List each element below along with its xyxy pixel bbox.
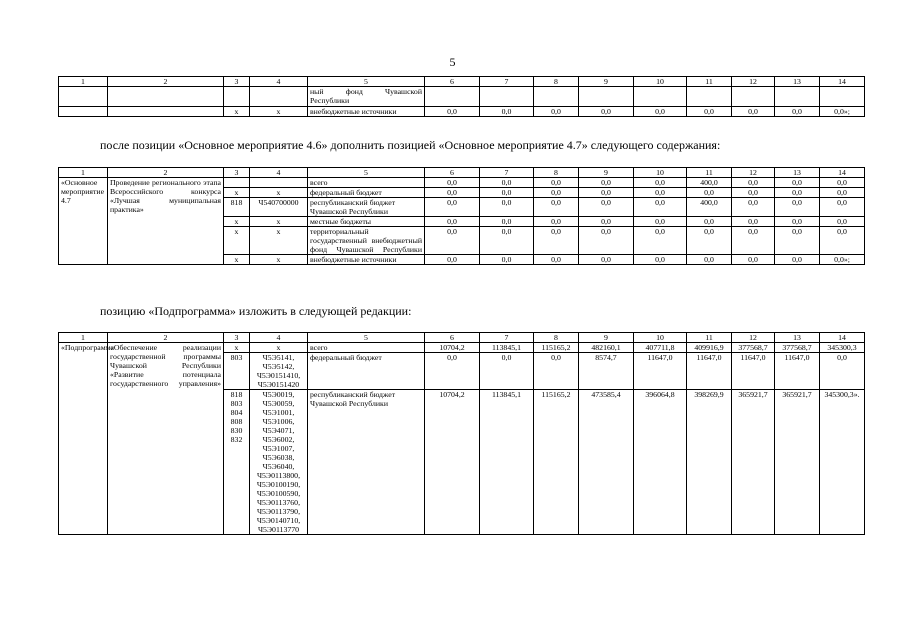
value-cell: 0,0 — [732, 255, 775, 265]
value-cell: 365921,7 — [732, 390, 775, 535]
value-cell: 0,0 — [579, 198, 634, 217]
subprogram-name-cell: «Подпрограмма — [59, 343, 108, 535]
value-cell: 11647,0 — [634, 353, 687, 390]
source-cell: ный фонд Чувашской Республики — [308, 87, 425, 107]
source-cell: местные бюджеты — [308, 217, 425, 227]
value-cell: 0,0 — [579, 227, 634, 255]
value-cell: 0,0 — [579, 255, 634, 265]
header-cell: 5 — [308, 168, 425, 178]
value-cell: 0,0 — [634, 227, 687, 255]
value-cell: 0,0 — [534, 227, 579, 255]
table-subprogram — [58, 332, 865, 535]
value-cell: 0,0 — [732, 178, 775, 188]
header-cell: 1 — [59, 333, 108, 343]
table-row: «Подпрограмма «Обеспечение реализации государственной программы Чувашской Республики «Развитие потенциала государственного управления» x x всего 10704,2 113845,1 115165,2 482160,1 407711,8 409916,9 377568,7 377568,7 345300,3 — [59, 343, 865, 353]
header-cell: 9 — [579, 333, 634, 343]
value-cell: 0,0 — [579, 178, 634, 188]
value-cell: 345300,3». — [820, 390, 865, 535]
value-cell: 473585,4 — [579, 390, 634, 535]
header-cell: 9 — [579, 168, 634, 178]
value-cell: 398269,9 — [687, 390, 732, 535]
header-cell: 8 — [534, 333, 579, 343]
value-cell: 0,0 — [425, 178, 480, 188]
header-cell: 1 — [59, 168, 108, 178]
value-cell: 0,0 — [634, 188, 687, 198]
source-cell: территориальный государственный внебюджетный фонд Чувашской Республики — [308, 227, 425, 255]
value-cell: 0,0 — [820, 217, 865, 227]
value-cell: 345300,3 — [820, 343, 865, 353]
value-cell: 11647,0 — [687, 353, 732, 390]
source-cell: внебюджетные источники — [308, 255, 425, 265]
header-cell: 11 — [687, 333, 732, 343]
value-cell: 0,0 — [687, 188, 732, 198]
value-cell: 0,0 — [820, 178, 865, 188]
value-cell: 0,0 — [579, 217, 634, 227]
header-row — [59, 77, 865, 87]
source-cell: федеральный бюджет — [308, 353, 425, 390]
value-cell: 0,0 — [534, 178, 579, 188]
header-cell: 3 — [224, 333, 250, 343]
header-cell: 13 — [775, 77, 820, 87]
header-cell: 7 — [480, 333, 534, 343]
header-cell: 7 — [480, 77, 534, 87]
table-row: 818 803 804 808 830 832 Ч5Э0019, Ч5Э0059, Ч5Э1001, Ч5Э1006, Ч5Э4071, Ч5Э6002, Ч5Э1007, Ч5Э6038, Ч5Э6040, Ч5Э0113800, Ч5Э0100190, Ч5Э0100590, Ч5Э0113760, Ч5Э0113790, Ч5Э0140710, Ч5Э0113770 республиканский бюджет Чувашской Республики 10704,2 113845,1 115165,2 473585,4 396064,8 398269,9 365921,7 365921,7 345300,3». — [59, 390, 865, 535]
header-cell: 10 — [634, 333, 687, 343]
value-cell: 0,0 — [775, 255, 820, 265]
header-row — [59, 333, 865, 343]
value-cell: 10704,2 — [425, 343, 480, 353]
header-cell: 5 — [308, 77, 425, 87]
table-row: x x территориальный государственный внебюджетный фонд Чувашской Республики 0,0 0,0 0,0 0,0 0,0 0,0 0,0 0,0 0,0 — [59, 227, 865, 255]
header-cell: 8 — [534, 168, 579, 178]
table-row — [59, 178, 865, 188]
value-cell: 0,0 — [480, 353, 534, 390]
value-cell: 0,0 — [687, 217, 732, 227]
value-cell: 0,0 — [425, 217, 480, 227]
header-cell: 13 — [775, 333, 820, 343]
header-cell: 12 — [732, 168, 775, 178]
value-cell: 113845,1 — [480, 390, 534, 535]
table-continuation — [58, 76, 865, 117]
instruction-text-2: позицию «Подпрограмма» изложить в следующей редакции: — [100, 304, 412, 318]
value-cell: 0,0 — [534, 255, 579, 265]
value-cell: 0,0 — [732, 227, 775, 255]
value-cell: 0,0 — [732, 198, 775, 217]
value-cell: 0,0»; — [820, 255, 865, 265]
value-cell: 0,0 — [634, 198, 687, 217]
subprogram-description-cell: «Обеспечение реализации государственной программы Чувашской Республики «Развитие потенциала государственного управления» — [108, 343, 224, 535]
instruction-text-1: после позиции «Основное мероприятие 4.6» дополнить позицией «Основное мероприятие 4.7» следующего содержания: — [100, 138, 721, 152]
value-cell: 0,0 — [687, 227, 732, 255]
value-cell: 0,0 — [732, 107, 775, 117]
value-cell: 0,0 — [480, 198, 534, 217]
header-cell: 12 — [732, 333, 775, 343]
table-measure-4-7 — [58, 167, 865, 265]
header-cell: 7 — [480, 168, 534, 178]
value-cell: 0,0 — [775, 188, 820, 198]
header-cell: 13 — [775, 168, 820, 178]
value-cell: 0,0 — [775, 217, 820, 227]
value-cell: 0,0 — [534, 353, 579, 390]
value-cell: 377568,7 — [775, 343, 820, 353]
header-cell: 11 — [687, 77, 732, 87]
value-cell: 0,0 — [534, 198, 579, 217]
header-cell: 8 — [534, 77, 579, 87]
value-cell: 407711,8 — [634, 343, 687, 353]
table-row: 818 Ч540700000 республиканский бюджет Чувашской Республики 0,0 0,0 0,0 0,0 0,0 400,0 0,0 0,0 0,0 — [59, 198, 865, 217]
header-cell: 6 — [425, 333, 480, 343]
header-cell: 14 — [820, 77, 865, 87]
value-cell: 0,0 — [820, 353, 865, 390]
header-cell: 4 — [250, 77, 308, 87]
value-cell: 0,0 — [775, 198, 820, 217]
value-cell: 0,0 — [579, 188, 634, 198]
header-cell: 3 — [224, 168, 250, 178]
value-cell: 377568,7 — [732, 343, 775, 353]
value-cell: 115165,2 — [534, 343, 579, 353]
value-cell: 0,0 — [425, 198, 480, 217]
source-cell: всего — [308, 343, 425, 353]
value-cell: 365921,7 — [775, 390, 820, 535]
value-cell: 0,0 — [687, 255, 732, 265]
header-cell: 12 — [732, 77, 775, 87]
value-cell: 0,0 — [534, 107, 579, 117]
page-number: 5 — [449, 55, 456, 69]
value-cell: 115165,2 — [534, 390, 579, 535]
value-cell: 0,0 — [534, 188, 579, 198]
value-cell: 0,0 — [480, 255, 534, 265]
value-cell: 0,0 — [820, 198, 865, 217]
table-row: x x внебюджетные источники 0,0 0,0 0,0 0,0 0,0 0,0 0,0 0,0 0,0»; — [59, 255, 865, 265]
cell: x — [250, 107, 308, 117]
header-cell: 9 — [579, 77, 634, 87]
header-cell: 1 — [59, 77, 108, 87]
value-cell: 113845,1 — [480, 343, 534, 353]
source-cell: всего — [308, 178, 425, 188]
table-row: x x федеральный бюджет 0,0 0,0 0,0 0,0 0,0 0,0 0,0 0,0 0,0 — [59, 188, 865, 198]
source-cell: республиканский бюджет Чувашской Республики — [308, 390, 425, 535]
value-cell: 0,0 — [775, 227, 820, 255]
header-cell: 11 — [687, 168, 732, 178]
table-row — [59, 107, 865, 117]
value-cell: 0,0 — [480, 107, 534, 117]
value-cell: 0,0 — [775, 178, 820, 188]
source-cell: внебюджетные источники — [308, 107, 425, 117]
value-cell: 0,0 — [534, 217, 579, 227]
header-cell: 6 — [425, 168, 480, 178]
value-cell: 400,0 — [687, 198, 732, 217]
header-cell: 2 — [108, 333, 224, 343]
value-cell: 0,0 — [480, 178, 534, 188]
table-row: x x местные бюджеты 0,0 0,0 0,0 0,0 0,0 0,0 0,0 0,0 0,0 — [59, 217, 865, 227]
header-cell: 14 — [820, 168, 865, 178]
value-cell: 0,0 — [480, 227, 534, 255]
source-cell: федеральный бюджет — [308, 188, 425, 198]
value-cell: 0,0 — [634, 217, 687, 227]
value-cell: 396064,8 — [634, 390, 687, 535]
measure-description-cell: Проведение регионального этапа Всероссийского конкурса «Лучшая муниципальная практика» — [108, 178, 224, 265]
value-cell: 409916,9 — [687, 343, 732, 353]
header-cell: 5 — [308, 333, 425, 343]
header-cell: 3 — [224, 77, 250, 87]
table-row: 803 Ч5Э5141, Ч5Э5142, Ч5Э0151410, Ч5Э0151420 федеральный бюджет 0,0 0,0 0,0 8574,7 11647,0 11647,0 11647,0 11647,0 0,0 — [59, 353, 865, 390]
value-cell: 8574,7 — [579, 353, 634, 390]
header-cell: 4 — [250, 333, 308, 343]
value-cell: 0,0 — [425, 227, 480, 255]
value-cell: 0,0 — [820, 227, 865, 255]
table-row — [59, 87, 865, 107]
header-cell: 2 — [108, 168, 224, 178]
value-cell: 10704,2 — [425, 390, 480, 535]
value-cell: 0,0 — [820, 188, 865, 198]
value-cell: 482160,1 — [579, 343, 634, 353]
value-cell: 0,0 — [775, 107, 820, 117]
value-cell: 0,0 — [732, 188, 775, 198]
value-cell: 0,0»; — [820, 107, 865, 117]
value-cell: 0,0 — [425, 107, 480, 117]
value-cell: 0,0 — [732, 217, 775, 227]
value-cell: 0,0 — [480, 188, 534, 198]
source-cell: республиканский бюджет Чувашской Республики — [308, 198, 425, 217]
measure-name-cell: «Основное мероприятие 4.7 — [59, 178, 108, 265]
value-cell: 0,0 — [425, 188, 480, 198]
value-cell: 0,0 — [634, 178, 687, 188]
value-cell: 0,0 — [634, 255, 687, 265]
value-cell: 0,0 — [579, 107, 634, 117]
value-cell: 11647,0 — [775, 353, 820, 390]
header-cell: 2 — [108, 77, 224, 87]
value-cell: 0,0 — [634, 107, 687, 117]
header-cell: 10 — [634, 77, 687, 87]
value-cell: 0,0 — [425, 255, 480, 265]
value-cell: 0,0 — [480, 217, 534, 227]
header-row — [59, 168, 865, 178]
header-cell: 6 — [425, 77, 480, 87]
header-cell: 10 — [634, 168, 687, 178]
value-cell: 400,0 — [687, 178, 732, 188]
value-cell: 0,0 — [425, 353, 480, 390]
cell: x — [224, 107, 250, 117]
value-cell: 0,0 — [687, 107, 732, 117]
value-cell: 11647,0 — [732, 353, 775, 390]
header-cell: 14 — [820, 333, 865, 343]
header-cell: 4 — [250, 168, 308, 178]
